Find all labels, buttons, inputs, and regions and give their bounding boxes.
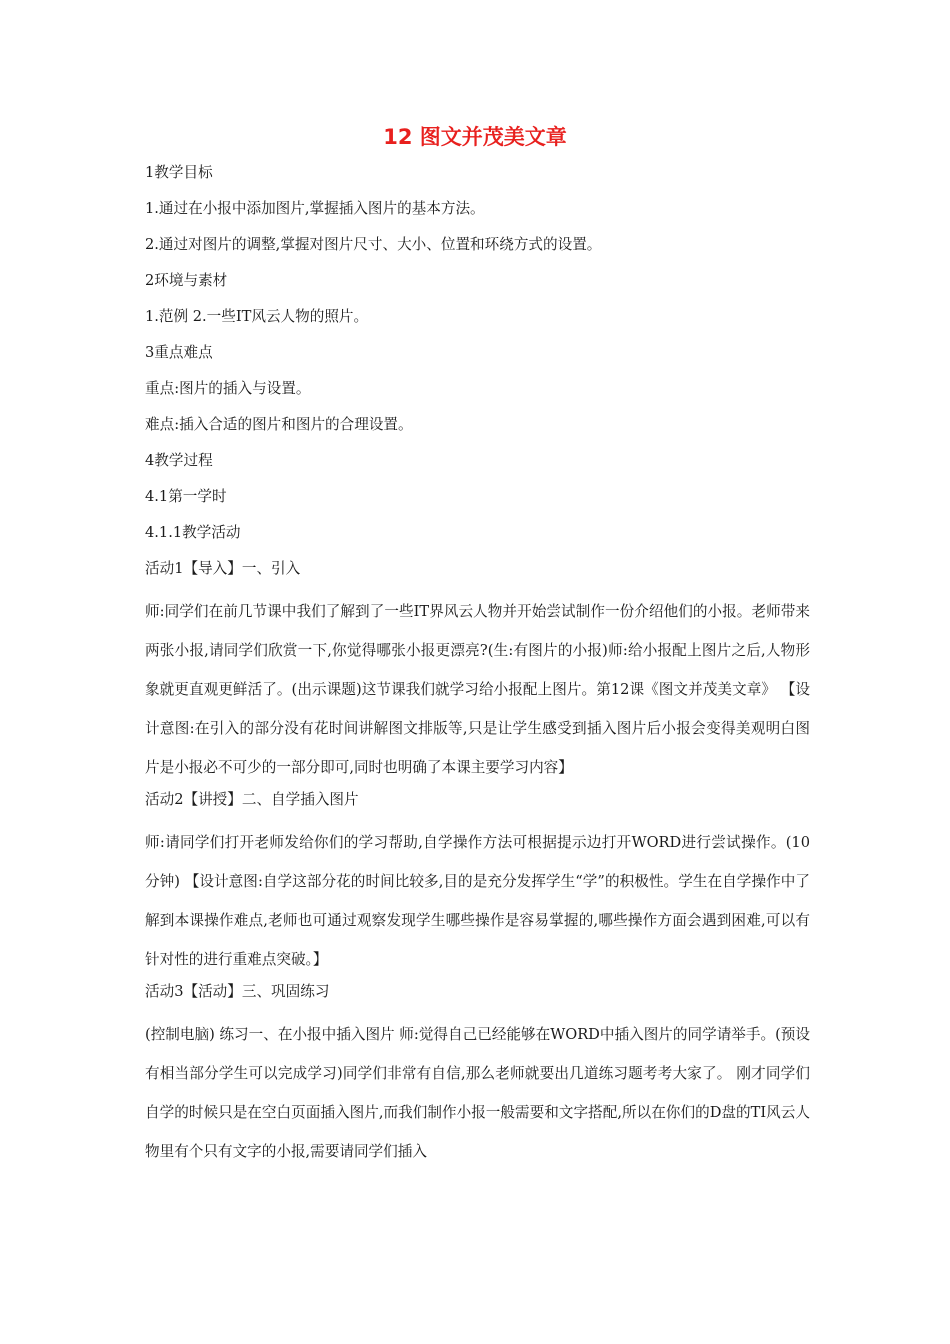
activity-heading: 活动2【讲授】二、自学插入图片 — [145, 791, 359, 808]
list-item: 2.通过对图片的调整,掌握对图片尺寸、大小、位置和环绕方式的设置。 — [145, 236, 602, 253]
list-item: 1.范例 2.一些IT风云人物的照片。 — [145, 308, 369, 325]
section-heading: 1教学目标 — [145, 164, 213, 181]
body-paragraph: (控制电脑) 练习一、在小报中插入图片 师:觉得自己已经能够在WORD中插入图片的同学请举手。(预设有相当部分学生可以完成学习)同学们非常有自信,那么老师就要出几道练习题考考大家了。 刚才同学们自学的时候只是在空白页面插入图片,而我们制作小报一般需要和文字搭配,所以在你们的D盘的TI风云人物里有个只有文字的小报,需要请同学们插入 — [145, 1026, 810, 1160]
document-body — [145, 160, 810, 1171]
section-heading: 4教学过程 — [145, 452, 213, 469]
activity-heading: 活动3【活动】三、巩固练习 — [145, 983, 330, 1000]
activity-heading: 活动1【导入】一、引入 — [145, 560, 301, 577]
subsection-heading: 4.1第一学时 — [145, 488, 227, 505]
list-item: 重点:图片的插入与设置。 — [145, 380, 311, 397]
body-paragraph: 师:同学们在前几节课中我们了解到了一些IT界风云人物并开始尝试制作一份介绍他们的小报。老师带来两张小报,请同学们欣赏一下,你觉得哪张小报更漂亮?(生:有图片的小报)师:给小报配上图片之后,人物形象就更直观更鲜活了。(出示课题)这节课我们就学习给小报配上图片。第12课《图文并茂美文章》 【设计意图:在引入的部分没有花时间讲解图文排版等,只是让学生感受到插入图片后小报会变得美观明白图片是小报必不可少的一部分即可,同时也明确了本课主要学习内容】 — [145, 603, 810, 776]
body-paragraph: 师:请同学们打开老师发给你们的学习帮助,自学操作方法可根据提示边打开WORD进行尝试操作。(10分钟) 【设计意图:自学这部分花的时间比较多,目的是充分发挥学生“学”的积极性。学生在自学操作中了解到本课操作难点,老师也可通过观察发现学生哪些操作是容易掌握的,哪些操作方面会遇到困难,可以有针对性的进行重难点突破。】 — [145, 834, 810, 968]
section-heading: 3重点难点 — [145, 344, 213, 361]
list-item: 难点:插入合适的图片和图片的合理设置。 — [145, 416, 413, 433]
document-title: 12 图文并茂美文章 — [383, 125, 567, 149]
list-item: 1.通过在小报中添加图片,掌握插入图片的基本方法。 — [145, 200, 485, 217]
subsection-heading: 4.1.1教学活动 — [145, 524, 241, 541]
section-heading: 2环境与素材 — [145, 272, 228, 289]
